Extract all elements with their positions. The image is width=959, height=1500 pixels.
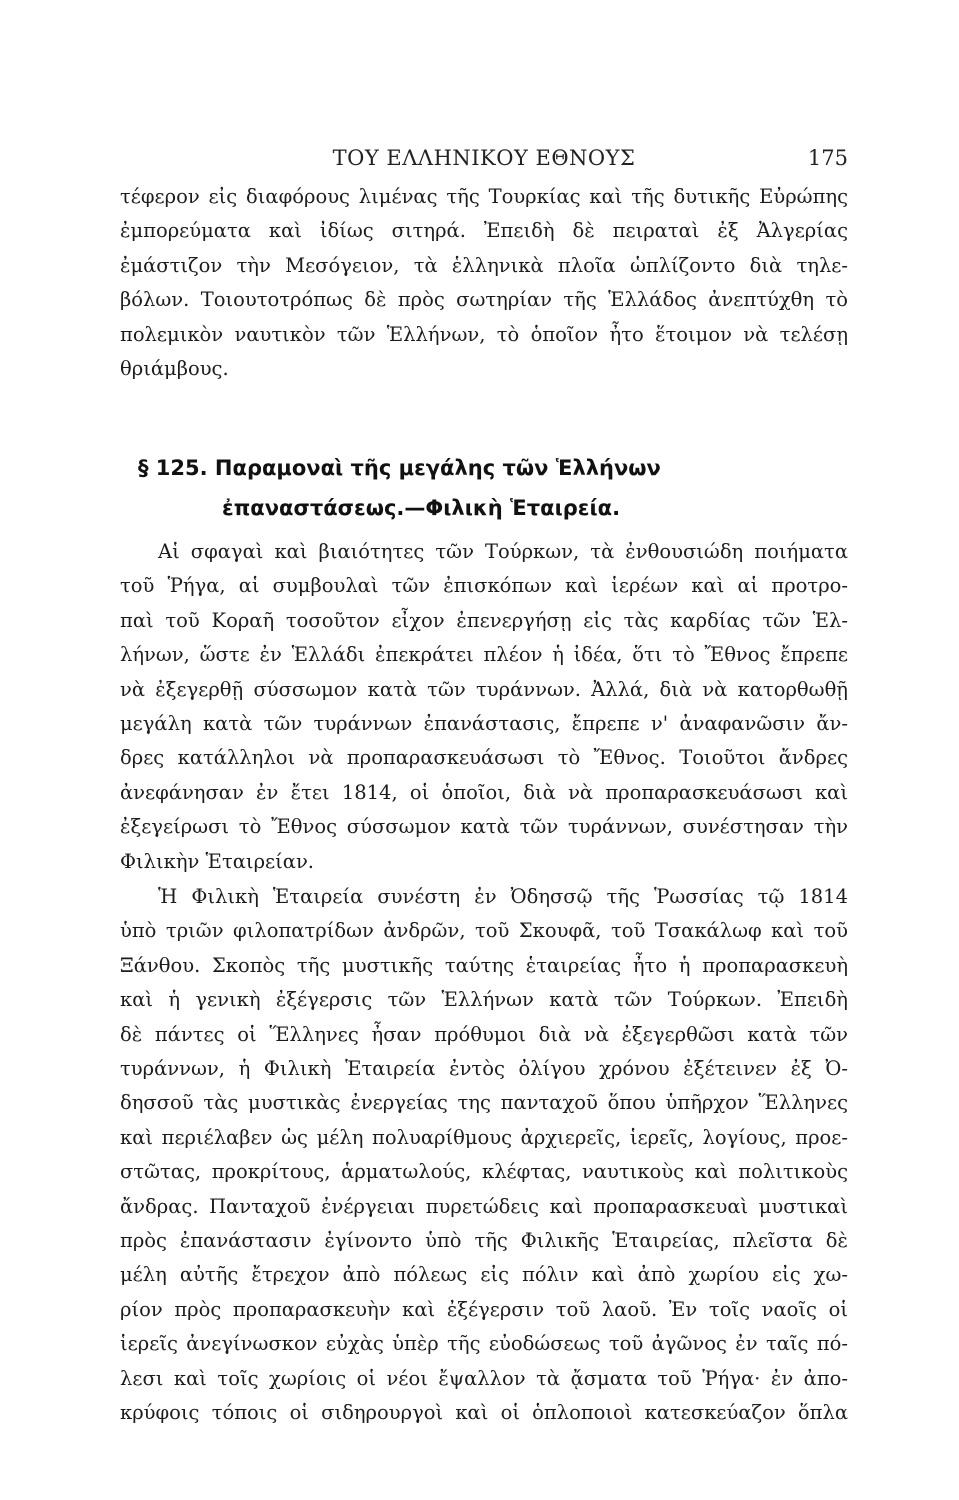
section-heading	[120, 448, 848, 528]
text-line: τοῦ Ῥήγα, αἱ συμβουλαὶ τῶν ἐπισκόπων καὶ ἱερέων καὶ αἱ προτρο-	[120, 574, 848, 598]
text-line: ἄνδρας. Πανταχοῦ ἐνέργειαι πυρετώδεις καὶ προπαρασκευαὶ μυστικαὶ	[120, 1194, 848, 1218]
text-line: δὲ πάντες οἱ Ἕλληνες ἦσαν πρόθυμοι διὰ νὰ ἐξεγερθῶσι κατὰ τῶν	[120, 1022, 848, 1046]
section-heading-line-2: ἐπαναστάσεως.—Φιλικὴ Ἑταιρεία.	[222, 496, 621, 520]
text-line: Αἱ σφαγαὶ καὶ βιαιότητες τῶν Τούρκων, τὰ ἐνθουσιώδη ποιήματα	[158, 540, 848, 563]
text-line: λήνων, ὥστε ἐν Ἑλλάδι ἐπεκράτει πλέον ἡ ἰδέα, ὅτι τὸ Ἔθνος ἔπρεπε	[120, 643, 848, 667]
text-line: καὶ περιέλαβεν ὡς μέλη πολυαρίθμους ἀρχιερεῖς, ἱερεῖς, λογίους, προε-	[120, 1125, 848, 1149]
running-head	[120, 146, 848, 178]
text-line: Φιλικὴν Ἑταιρείαν.	[120, 849, 315, 873]
text-line: βόλων. Τοιουτοτρόπως δὲ πρὸς σωτηρίαν τῆς Ἑλλάδος ἀνεπτύχθη τὸ	[120, 288, 848, 312]
text-line: τυράννων, ἡ Φιλικὴ Ἑταιρεία ἐντὸς ὀλίγου χρόνου ἐξέτεινεν ἐξ Ὀ-	[120, 1057, 848, 1081]
text-line: νὰ ἐξεγερθῇ σύσσωμον κατὰ τῶν τυράννων. Ἀλλά, διὰ νὰ κατορθωθῇ	[120, 677, 848, 701]
text-line: ρίον πρὸς προπαρασκευὴν καὶ ἐξέγερσιν τοῦ λαοῦ. Ἐν τοῖς ναοῖς οἱ	[120, 1297, 848, 1321]
text-line: λεσι καὶ τοῖς χωρίοις οἱ νέοι ἔψαλλον τὰ ᾄσματα τοῦ Ῥήγα· ἐν ἀπο-	[120, 1366, 848, 1390]
text-line: στῶτας, προκρίτους, ἁρματωλούς, κλέφτας, ναυτικοὺς καὶ πολιτικοὺς	[120, 1160, 848, 1184]
text-line: δησσοῦ τὰς μυστικὰς ἐνεργείας της πανταχοῦ ὅπου ὑπῆρχον Ἕλληνες	[120, 1091, 848, 1115]
paragraph-1	[120, 180, 848, 386]
paragraph-3	[120, 880, 848, 1431]
text-line: πρὸς ἐπανάστασιν ἐγίνοντο ὑπὸ τῆς Φιλικῆς Ἑταιρείας, πλεῖστα δὲ	[120, 1229, 848, 1253]
text-line: μεγάλη κατὰ τῶν τυράννων ἐπανάστασις, ἔπρεπε ν' ἀναφανῶσιν ἄν-	[120, 712, 848, 736]
text-line: δρες κατάλληλοι νὰ προπαρασκευάσωσι τὸ Ἔθνος. Τοιοῦτοι ἄνδρες	[120, 746, 848, 770]
page-number: 175	[807, 146, 848, 170]
text-line: Ξάνθου. Σκοπὸς τῆς μυστικῆς ταύτης ἑταιρείας ἦτο ἡ προπαρασκευὴ	[120, 953, 848, 977]
text-line: θριάμβους.	[120, 357, 229, 381]
text-line: ἐμάστιζον τὴν Μεσόγειον, τὰ ἑλληνικὰ πλοῖα ὡπλίζοντο διὰ τηλε-	[120, 253, 848, 277]
text-line: Ἡ Φιλικὴ Ἑταιρεία συνέστη ἐν Ὀδησσῷ τῆς Ῥωσσίας τῷ 1814	[158, 885, 848, 908]
paragraph-2	[120, 535, 848, 879]
text-line: πολεμικὸν ναυτικὸν τῶν Ἑλλήνων, τὸ ὁποῖον ἦτο ἕτοιμον νὰ τελέσῃ	[120, 322, 848, 346]
section-heading-line-1: § 125. Παραμοναὶ τῆς μεγάλης τῶν Ἑλλήνων	[138, 456, 661, 480]
text-line: τέφερον εἰς διαφόρους λιμένας τῆς Τουρκίας καὶ τῆς δυτικῆς Εὐρώπης	[120, 185, 848, 208]
text-line: ἐμπορεύματα καὶ ἰδίως σιτηρά. Ἐπειδὴ δὲ πειραταὶ ἐξ Ἀλγερίας	[120, 219, 848, 243]
text-line: κρύφοις τόποις οἱ σιδηρουργοὶ καὶ οἱ ὁπλοποιοὶ κατεσκεύαζον ὅπλα	[120, 1401, 848, 1425]
running-title: ΤΟΥ ΕΛΛΗΝΙΚΟΥ ΕΘΝΟΥΣ	[332, 146, 636, 170]
text-line: καὶ ἡ γενικὴ ἐξέγερσις τῶν Ἑλλήνων κατὰ τῶν Τούρκων. Ἐπειδὴ	[120, 988, 848, 1012]
text-line: ἐξεγείρωσι τὸ Ἔθνος σύσσωμον κατὰ τῶν τυράννων, συνέστησαν τὴν	[120, 815, 848, 839]
text-line: μέλη αὐτῆς ἔτρεχον ἀπὸ πόλεως εἰς πόλιν καὶ ἀπὸ χωρίου εἰς χω-	[120, 1263, 848, 1287]
text-line: ὑπὸ τριῶν φιλοπατρίδων ἀνδρῶν, τοῦ Σκουφᾶ, τοῦ Τσακάλωφ καὶ τοῦ	[120, 919, 848, 943]
text-line: παὶ τοῦ Κοραῆ τοσοῦτον εἶχον ἐπενεργήσῃ εἰς τὰς καρδίας τῶν Ἑλ-	[120, 608, 848, 632]
text-line: ἀνεφάνησαν ἐν ἔτει 1814, οἱ ὁποῖοι, διὰ νὰ προπαρασκευάσωσι καὶ	[120, 780, 848, 804]
text-line: ἱερεῖς ἀνεγίνωσκον εὐχὰς ὑπὲρ τῆς εὐοδώσεως τοῦ ἀγῶνος ἐν ταῖς πό-	[120, 1332, 848, 1356]
